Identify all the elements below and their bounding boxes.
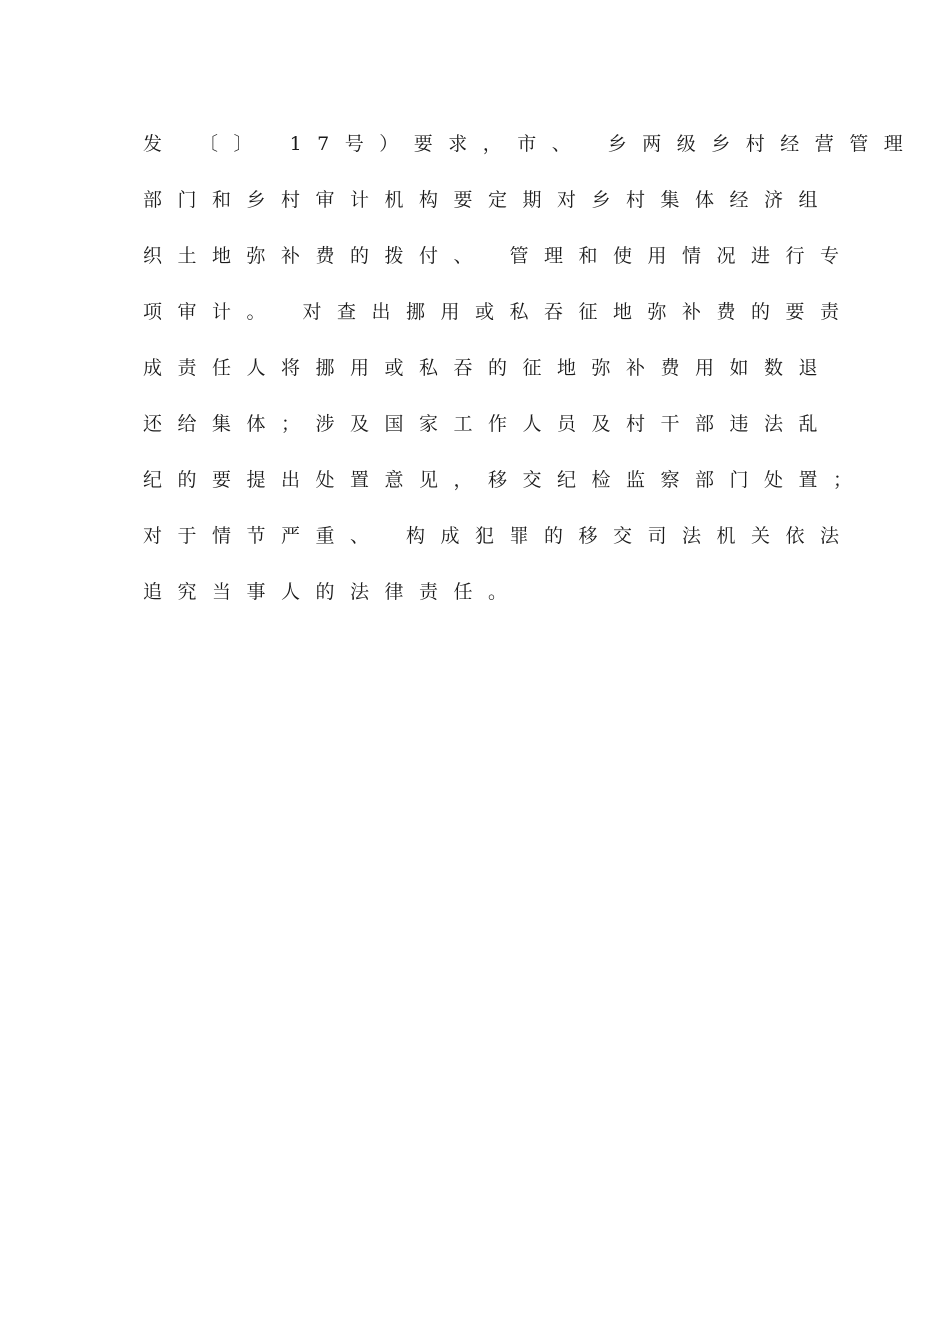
paragraph-line-7: 纪的要提出处置意见，移交纪检监察部门处置； [143,469,868,491]
paragraph-line-6: 还给集体；涉及国家工作人员及村干部违法乱 [143,413,834,435]
paragraph [143,128,919,632]
paragraph-line-9: 追究当事人的法律责任。 [143,581,523,603]
paragraph-line-1: 发 〔〕 17号）要求，市、 乡两级乡村经营管理 [143,133,919,155]
paragraph-line-4: 项审计。 对查出挪用或私吞征地弥补费的要责 [143,301,855,323]
paragraph-line-8: 对于情节严重、 构成犯罪的移交司法机关依法 [143,525,855,547]
paragraph-line-5: 成责任人将挪用或私吞的征地弥补费用如数退 [143,357,834,379]
paragraph-line-3: 织土地弥补费的拨付、 管理和使用情况进行专 [143,245,855,267]
paragraph-line-2: 部门和乡村审计机构要定期对乡村集体经济组 [143,189,834,211]
